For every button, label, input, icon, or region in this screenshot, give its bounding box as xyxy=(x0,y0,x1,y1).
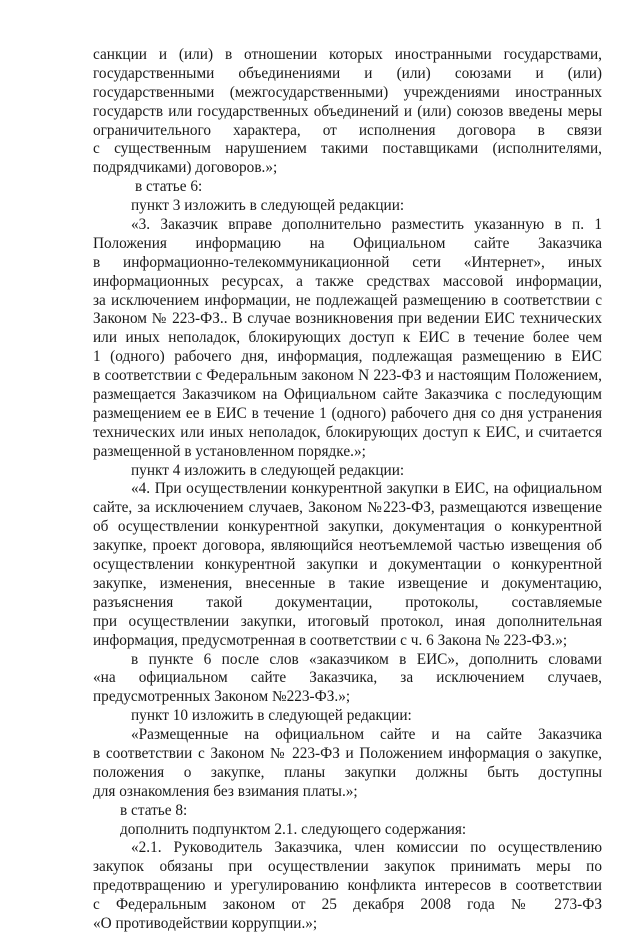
text-line: с существенным нарушением такими поставщиками (исполнителями, xyxy=(93,140,602,158)
text-line: в информационно-телекоммуникационной сети «Интернет», иных xyxy=(93,253,602,271)
text-line: в статье 6: xyxy=(135,178,203,196)
text-line: Законом № 223-ФЗ.. В случае возникновения при ведении ЕИС технических xyxy=(93,310,602,328)
text-line: «3. Заказчик вправе дополнительно разместить указанную в п. 1 xyxy=(131,216,602,234)
text-line: или иных неполадок, блокирующих доступ к ЕИС в течение более чем xyxy=(93,329,602,347)
document-body xyxy=(93,46,602,934)
text-line: размещением ее в ЕИС в течение 1 (одного) рабочего дня со дня устранения xyxy=(93,404,602,422)
text-line: государств или государственных объединений и (или) союзов введены меры xyxy=(93,102,602,120)
text-line: при осуществлении закупки, итоговый протокол, иная дополнительная xyxy=(93,612,602,630)
text-line: «Размещенные на официальном сайте и на сайте Заказчика xyxy=(131,726,602,744)
text-line: пункт 4 изложить в следующей редакции: xyxy=(131,461,405,479)
text-line: информация, предусмотренная в соответствии с ч. 6 Закона № 223-ФЗ.»; xyxy=(93,631,568,649)
text-line: санкции и (или) в отношении которых иностранными государствами, xyxy=(93,46,602,63)
text-line: закупке, проект договора, являющийся неотъемлемой частью извещения об xyxy=(93,537,602,555)
text-line: закупке, изменения, внесенные в такие извещение и документацию, xyxy=(93,574,602,592)
text-line: «О противодействии коррупции.»; xyxy=(93,914,318,932)
text-line: государственными объединениями и (или) союзами и (или) xyxy=(93,64,602,82)
text-line: «2.1. Руководитель Заказчика, член комиссии по осуществлению xyxy=(131,839,602,857)
text-line: пункт 3 изложить в следующей редакции: xyxy=(131,197,405,215)
text-line: сайте, за исключением случаев, Законом №223-ФЗ, размещаются извещение xyxy=(93,499,602,517)
text-line: в соответствии с Федеральным законом N 223-ФЗ и настоящим Положением, xyxy=(93,367,602,385)
text-line: технических или иных неполадок, блокирующих доступ к ЕИС, и считается xyxy=(93,423,602,441)
text-line: «4. При осуществлении конкурентной закупки в ЕИС, на официальном xyxy=(131,480,602,498)
text-line: ограничительного характера, от исполнения договора в связи xyxy=(93,121,602,139)
text-line: положения о закупке, планы закупки должны быть доступны xyxy=(93,763,602,781)
text-line: предотвращению и урегулированию конфликта интересов в соответствии xyxy=(93,877,602,895)
text-line: Положения информацию на Официальном сайте Заказчика xyxy=(93,234,602,252)
text-line: информационных ресурсах, а также средствах массовой информации, xyxy=(93,272,602,290)
text-line: в соответствии с Законом № 223-ФЗ и Положением информация о закупке, xyxy=(93,744,602,762)
text-line: предусмотренных Законом №223-ФЗ.»; xyxy=(93,688,351,706)
text-line: за исключением информации, не подлежащей размещению в соответствии с xyxy=(93,291,602,309)
text-line: дополнить подпунктом 2.1. следующего содержания: xyxy=(120,820,467,838)
text-line: подрядчиками) договоров.»; xyxy=(93,159,278,177)
text-line: в статье 8: xyxy=(120,801,188,819)
text-line: 1 (одного) рабочего дня, информация, подлежащая размещению в ЕИС xyxy=(93,348,602,366)
text-line: государственными (межгосударственными) учреждениями иностранных xyxy=(93,83,602,101)
text-line: «на официальном сайте Заказчика, за исключением случаев, xyxy=(93,669,602,687)
text-line: с Федеральным законом от 25 декабря 2008 года № 273-ФЗ xyxy=(93,896,602,914)
text-line: об осуществлении конкурентной закупки, документация о конкурентной xyxy=(93,518,602,536)
text-line: размещается Заказчиком на Официальном сайте Заказчика с последующим xyxy=(93,386,602,404)
text-line: в пункте 6 после слов «заказчиком в ЕИС», дополнить словами xyxy=(131,650,602,668)
text-line: пункт 10 изложить в следующей редакции: xyxy=(131,707,412,725)
text-line: размещенной в установленном порядке.»; xyxy=(93,442,366,460)
text-line: разъяснения такой документации, протоколы, составляемые xyxy=(93,593,602,611)
text-line: осуществлении конкурентной закупки и документации о конкурентной xyxy=(93,556,602,574)
text-line: для ознакомления без взимания платы.»; xyxy=(93,782,358,800)
text-line: закупок обязаны при осуществлении закупок принимать меры по xyxy=(93,858,602,876)
